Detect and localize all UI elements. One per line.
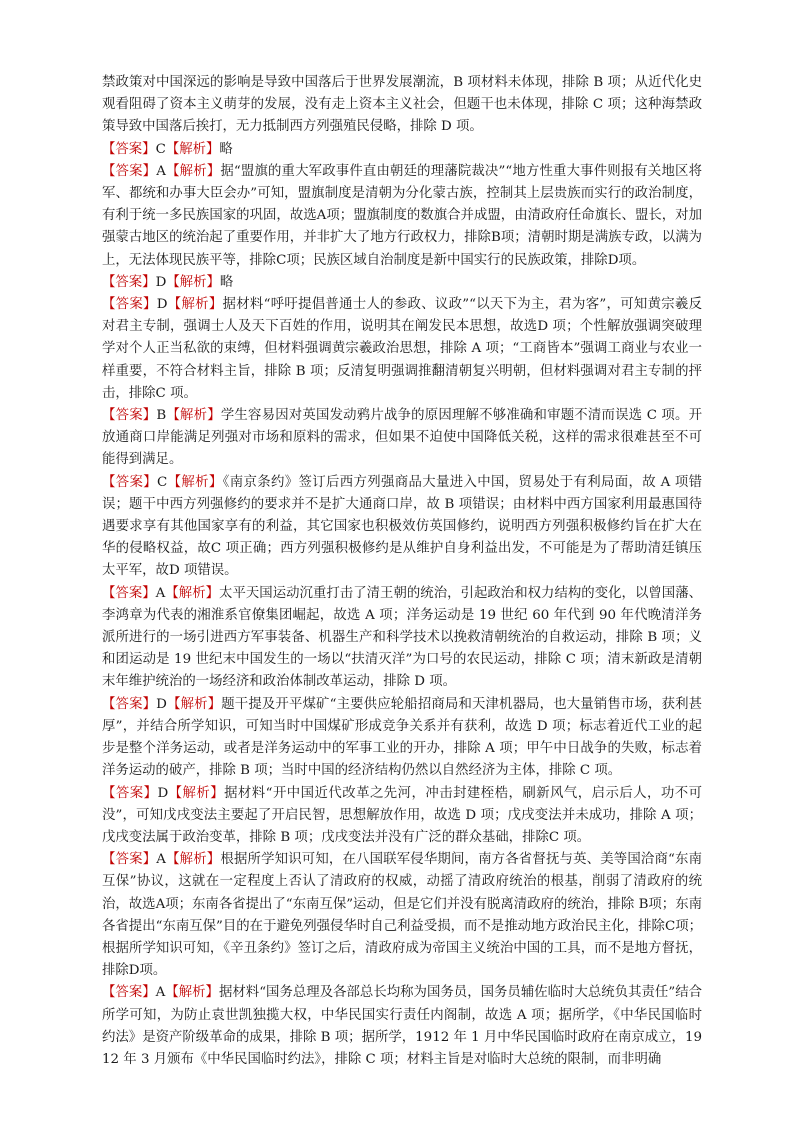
answer-choice: A [156, 852, 166, 868]
analysis-label: 【解析】 [165, 852, 221, 868]
analysis-text: 《南京条约》签订后西方列强商品大量进入中国，贸易处于有利局面，故 A 项错误；题干中西方列强修约的要求并不是扩大通商口岸，故 B 项错误；由材料中西方国家利用最惠国待遇要求享有其他国家享有的利益，其它国家也积极效仿英国修约，说明西方列强积极修约旨在扩大在华的侵略权益，故C 项正确；西方列强积极修约是从维护自身利益出发，不可能是为了帮助清廷镇压太平军，故D 项错误。 [102, 474, 703, 579]
answer-choice: D [157, 785, 169, 801]
answer-label: 【答案】 [102, 274, 156, 290]
analysis-text: 略 [219, 274, 234, 290]
analysis-text: 据材料“呼吁提倡普通士人的参政、议政”“以天下为主，君为客”，可知黄宗羲反对君主专制，强调士人及天下百姓的作用，说明其在阐发民本思想，故选D 项；个性解放强调突破理学对个人正当私欲的束缚，但材料强调黄宗羲政治思想，排除 A 项；“工商皆本”强调工商业与农业一样重要，不符合材料主旨，排除 B 项；反清复明强调推翻清朝复兴明朝，但材料强调对君主专制的抨击，排除C 项。 [102, 297, 703, 401]
analysis-text: 据“盟旗的重大军政事件直由朝廷的理藩院裁决”“地方性重大事件则报有关地区将军、都统和办事大臣会办”可知，盟旗制度是清朝为分化蒙古族，控制其上层贵族而实行的政治制度，有利于统一多民族国家的巩固，故选A项；盟旗制度的数旗合并成盟，由清政府任命旗长、盟长，对加强蒙古地区的统治起了重要作用，并非扩大了地方行政权力，排除B项；清朝时期是满族专政，以满为上，无法体现民族平等，排除C项；民族区域自治制度是新中国实行的民族政策，排除D项。 [102, 163, 702, 268]
answer-choice: A [155, 985, 166, 1001]
paragraph-intro [102, 72, 702, 139]
analysis-text: 据材料“国务总理及各部总长均称为国务员，国务员辅佐临时大总统负其责任”结合所学可知，为防止袁世凯独揽大权，中华民国实行责任内阁制，故选 A 项；据所学，《中华民国临时约法》是资产阶级革命的成果，排除 B 项；据所学，1912 年 1 月中华民国临时政府在南京成立，1912 年 3 月颁布《中华民国临时约法》，排除 C 项；材料主旨是对临时大总统的限制，而非明确 [102, 985, 702, 1067]
analysis-text: 根据所学知识可知，在八国联军侵华期间，南方各省督抚与英、美等国洽商“东南互保”协议，这就在一定程度上否认了清政府的权威，动摇了清政府统治的根基，削弱了清政府的统治，故选A项；东南各省提出了“东南互保”运动，但是它们并没有脱离清政府的统治，排除 B项；东南各省提出“东南互保”目的在于避免列强侵华时自己利益受损，而不是推动地方政治民主化，排除C项；根据所学知识可知，《辛丑条约》签订之后，清政府成为帝国主义统治中国的工具，而不是地方督抚，排除D项。 [102, 852, 703, 979]
answer-label: 【答案】 [102, 474, 158, 490]
answer-choice: D [156, 696, 167, 712]
answer-item [102, 294, 702, 405]
answer-item [102, 783, 702, 850]
answer-item [102, 405, 702, 472]
answer-choice: D [156, 297, 168, 313]
answer-list [102, 139, 702, 1072]
answer-label: 【答案】 [102, 696, 157, 712]
analysis-text: 题干提及开平煤矿“主要供应轮船招商局和天津机器局，也大量销售市场，获利甚厚”，并结合所学知识，可知当时中国煤矿形成竞争关系并有获利，故选 D 项；标志着近代工业的起步是整个洋务运动，或者是洋务运动中的军事工业的开办，排除 A 项；甲午中日战争的失败，标志着洋务运动的破产，排除 B 项；当时中国的经济结构仍然以自然经济为主体，排除 C 项。 [102, 696, 703, 779]
analysis-label: 【解析】 [168, 785, 225, 801]
answer-choice: C [157, 474, 168, 490]
analysis-label: 【解析】 [166, 274, 220, 290]
answer-item [102, 583, 702, 694]
analysis-label: 【解析】 [165, 585, 220, 601]
answer-item [102, 272, 702, 294]
intro-text: 禁政策对中国深远的影响是导致中国落后于世界发展潮流，B 项材料未体现，排除 B 项；从近代化史观看阻碍了资本主义萌芽的发展，没有走上资本主义社会，但题干也未体现，排除 C 项；这种海禁政策导致中国落后挨打，无力抵制西方列强殖民侵略，排除 D 项。 [102, 75, 702, 135]
answer-item [102, 694, 702, 783]
answer-choice: B [156, 408, 167, 424]
answer-label: 【答案】 [102, 785, 158, 801]
analysis-label: 【解析】 [165, 163, 221, 179]
answer-item [102, 982, 702, 1071]
answer-choice: C [155, 141, 166, 157]
answer-choice: D [155, 274, 167, 290]
analysis-text: 太平天国运动沉重打击了清王朝的统治，引起政治和权力结构的变化，以曾国藩、李鸿章为代表的湘淮系官僚集团崛起，故选 A 项；洋务运动是 19 世纪 60 年代到 90 年代晚清洋务派所进行的一场引进西方军事装备、机器生产和科学技术以挽救清朝统治的自救运动，排除 B 项；义和团运动是 19 世纪末中国发生的一场以“扶清灭洋”为口号的农民运动，排除 C 项；清末新政是清朝末年维护统治的一场经济和政治体制改革运动，排除 D 项。 [102, 585, 703, 690]
answer-item [102, 472, 702, 583]
analysis-label: 【解析】 [166, 696, 222, 712]
analysis-label: 【解析】 [167, 297, 223, 313]
analysis-label: 【解析】 [165, 985, 219, 1001]
answer-label: 【答案】 [102, 408, 157, 424]
answer-label: 【答案】 [102, 163, 157, 179]
answer-choice: A [156, 163, 166, 179]
analysis-label: 【解析】 [166, 408, 221, 424]
answer-label: 【答案】 [102, 585, 156, 601]
answer-choice: A [155, 585, 166, 601]
analysis-text: 学生容易因对英国发动鸦片战争的原因理解不够准确和审题不清而误选 C 项。开放通商口岸能满足列强对市场和原料的需求，但如果不迫使中国降低关税，这样的需求很难甚至不可能得到满足。 [102, 408, 703, 468]
analysis-text: 略 [219, 141, 233, 157]
answer-label: 【答案】 [102, 985, 156, 1001]
answer-label: 【答案】 [102, 852, 157, 868]
analysis-label: 【解析】 [165, 141, 220, 157]
answer-item [102, 849, 702, 982]
analysis-label: 【解析】 [167, 474, 223, 490]
answer-label: 【答案】 [102, 141, 156, 157]
analysis-text: 据材料“开中国近代改革之先河，冲击封建桎梏，刷新风气，启示后人，功不可没”，可知戊戌变法主要起了开启民智，思想解放作用，故选 D 项；戊戌变法并未成功，排除 A 项；戊戌变法属于政治变革，排除 B 项；戊戌变法并没有广泛的群众基础，排除C 项。 [102, 785, 703, 845]
answer-label: 【答案】 [102, 297, 157, 313]
answer-item [102, 139, 702, 161]
answer-item [102, 161, 702, 272]
